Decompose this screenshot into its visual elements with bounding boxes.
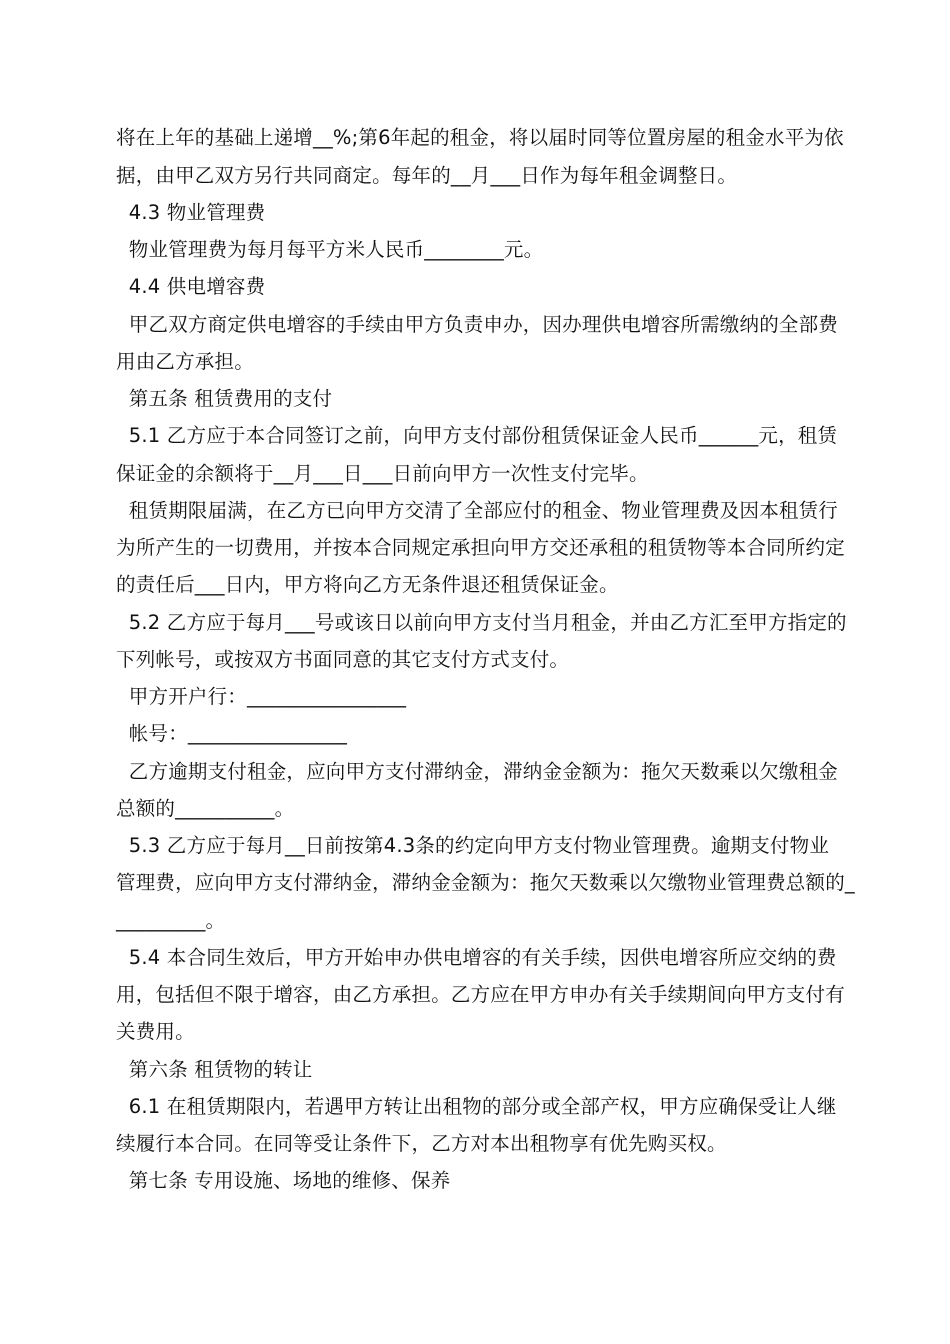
- text-line: 用，包括但不限于增容，由乙方承担。乙方应在甲方申办有关手续期间向甲方支付有: [116, 983, 845, 1006]
- text-line: 用由乙方承担。: [116, 350, 254, 373]
- section-heading: 4.3 物业管理费: [116, 201, 266, 224]
- text-line: _________。: [116, 909, 226, 932]
- text-line: 5.4 本合同生效后，甲方开始申办供电增容的有关手续，因供电增容所应交纳的费: [116, 946, 837, 969]
- text-line: 5.3 乙方应于每月__日前按第4.3条的约定向甲方支付物业管理费。逾期支付物业: [116, 834, 830, 857]
- article-heading: 第六条 租赁物的转让: [116, 1058, 313, 1081]
- text-line: 6.1 在租赁期限内，若遇甲方转让出租物的部分或全部产权，甲方应确保受让人继: [116, 1095, 837, 1118]
- text-line: 管理费，应向甲方支付滞纳金，滞纳金金额为：拖欠天数乘以欠缴物业管理费总额的_: [116, 871, 855, 894]
- text-line: 据，由甲乙双方另行共同商定。每年的__月___日作为每年租金调整日。: [116, 164, 738, 187]
- text-line: 5.2 乙方应于每月___号或该日以前向甲方支付当月租金，并由乙方汇至甲方指定的: [116, 611, 847, 634]
- text-line: 下列帐号，或按双方书面同意的其它支付方式支付。: [116, 648, 570, 671]
- text-line: 为所产生的一切费用，并按本合同规定承担向甲方交还承租的租赁物等本合同所约定: [116, 536, 845, 559]
- section-heading: 4.4 供电增容费: [116, 275, 266, 298]
- text-line: 甲方开户行：________________: [116, 685, 407, 708]
- text-line: 的责任后___日内，甲方将向乙方无条件退还租赁保证金。: [116, 573, 619, 596]
- text-line: 将在上年的基础上递增__%;第6年起的租金，将以届时同等位置房屋的租金水平为依: [116, 126, 844, 149]
- text-line: 总额的__________。: [116, 797, 295, 820]
- text-line: 帐号：________________: [116, 722, 348, 745]
- text-line: 租赁期限届满，在乙方已向甲方交清了全部应付的租金、物业管理费及因本租赁行: [116, 499, 838, 522]
- text-line: 5.1 乙方应于本合同签订之前，向甲方支付部份租赁保证金人民币______元，租赁: [116, 424, 838, 447]
- text-line: 保证金的余额将于__月___日___日前向甲方一次性支付完毕。: [116, 462, 649, 485]
- text-line: 甲乙双方商定供电增容的手续由甲方负责申办，因办理供电增容所需缴纳的全部费: [116, 313, 838, 336]
- text-line: 物业管理费为每月每平方米人民币________元。: [116, 238, 544, 261]
- article-heading: 第七条 专用设施、场地的维修、保养: [116, 1169, 451, 1192]
- text-line: 关费用。: [116, 1020, 195, 1043]
- article-heading: 第五条 租赁费用的支付: [116, 387, 333, 410]
- text-line: 续履行本合同。在同等受让条件下，乙方对本出租物享有优先购买权。: [116, 1132, 727, 1155]
- text-line: 乙方逾期支付租金，应向甲方支付滞纳金，滞纳金金额为：拖欠天数乘以欠缴租金: [116, 760, 838, 783]
